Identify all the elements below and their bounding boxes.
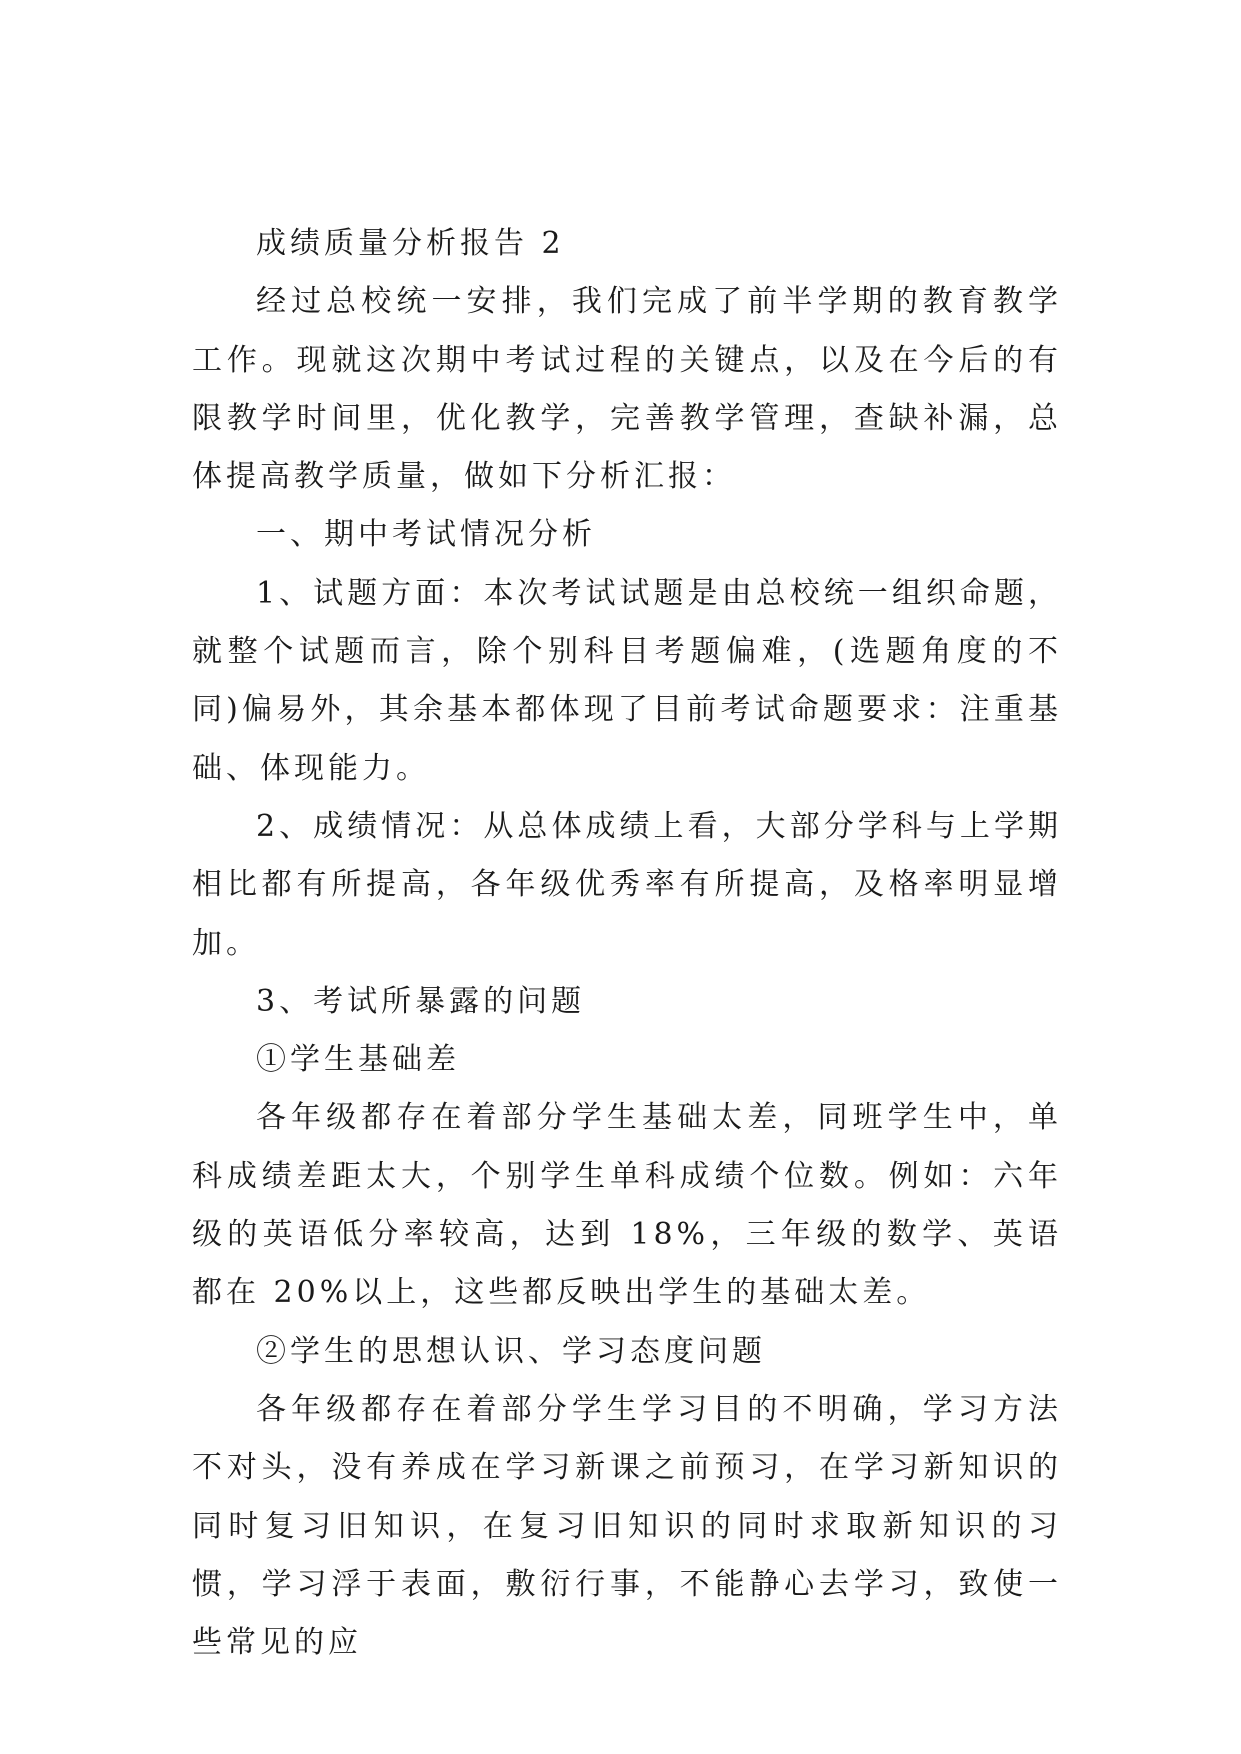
paragraph-attitude: 各年级都存在着部分学生学习目的不明确，学习方法不对头，没有养成在学习新课之前预习，在学习新知识的同时复习旧知识，在复习旧知识的同时求取新知识的习惯，学习浮于表面，敷衍行事，不能静心去学习，致使一些常见的应 <box>192 1391 1062 1661</box>
section-heading-1: 一、期中考试情况分析 <box>256 517 596 553</box>
subheading-exposed-problems: 3、考试所暴露的问题 <box>256 983 586 1019</box>
paragraph-intro: 经过总校统一安排，我们完成了前半学期的教育教学工作。现就这次期中考试过程的关键点，以及在今后的有限教学时间里，优化教学，完善教学管理，查缺补漏，总体提高教学质量，做如下分析汇报： <box>192 284 1062 495</box>
document-title: 成绩质量分析报告 2 <box>256 226 565 261</box>
paragraph-exam-questions: 1、试题方面：本次考试试题是由总校统一组织命题，就整个试题而言，除个别科目考题偏难，(选题角度的不同)偏易外，其余基本都体现了目前考试命题要求：注重基础、体现能力。 <box>192 575 1062 786</box>
paragraph-score-situation: 2、成绩情况：从总体成绩上看，大部分学科与上学期相比都有所提高，各年级优秀率有所提高，及格率明显增加。 <box>192 808 1062 961</box>
document-body <box>192 215 1062 1672</box>
subheading-weak-foundation: ①学生基础差 <box>256 1042 460 1078</box>
paragraph-weak-foundation: 各年级都存在着部分学生基础太差，同班学生中，单科成绩差距太大，个别学生单科成绩个位数。例如：六年级的英语低分率较高，达到 18%，三年级的数学、英语都在 20%以上，这些都反映出学生的基础太差。 <box>192 1100 1062 1311</box>
subheading-attitude: ②学生的思想认识、学习态度问题 <box>256 1333 766 1369</box>
